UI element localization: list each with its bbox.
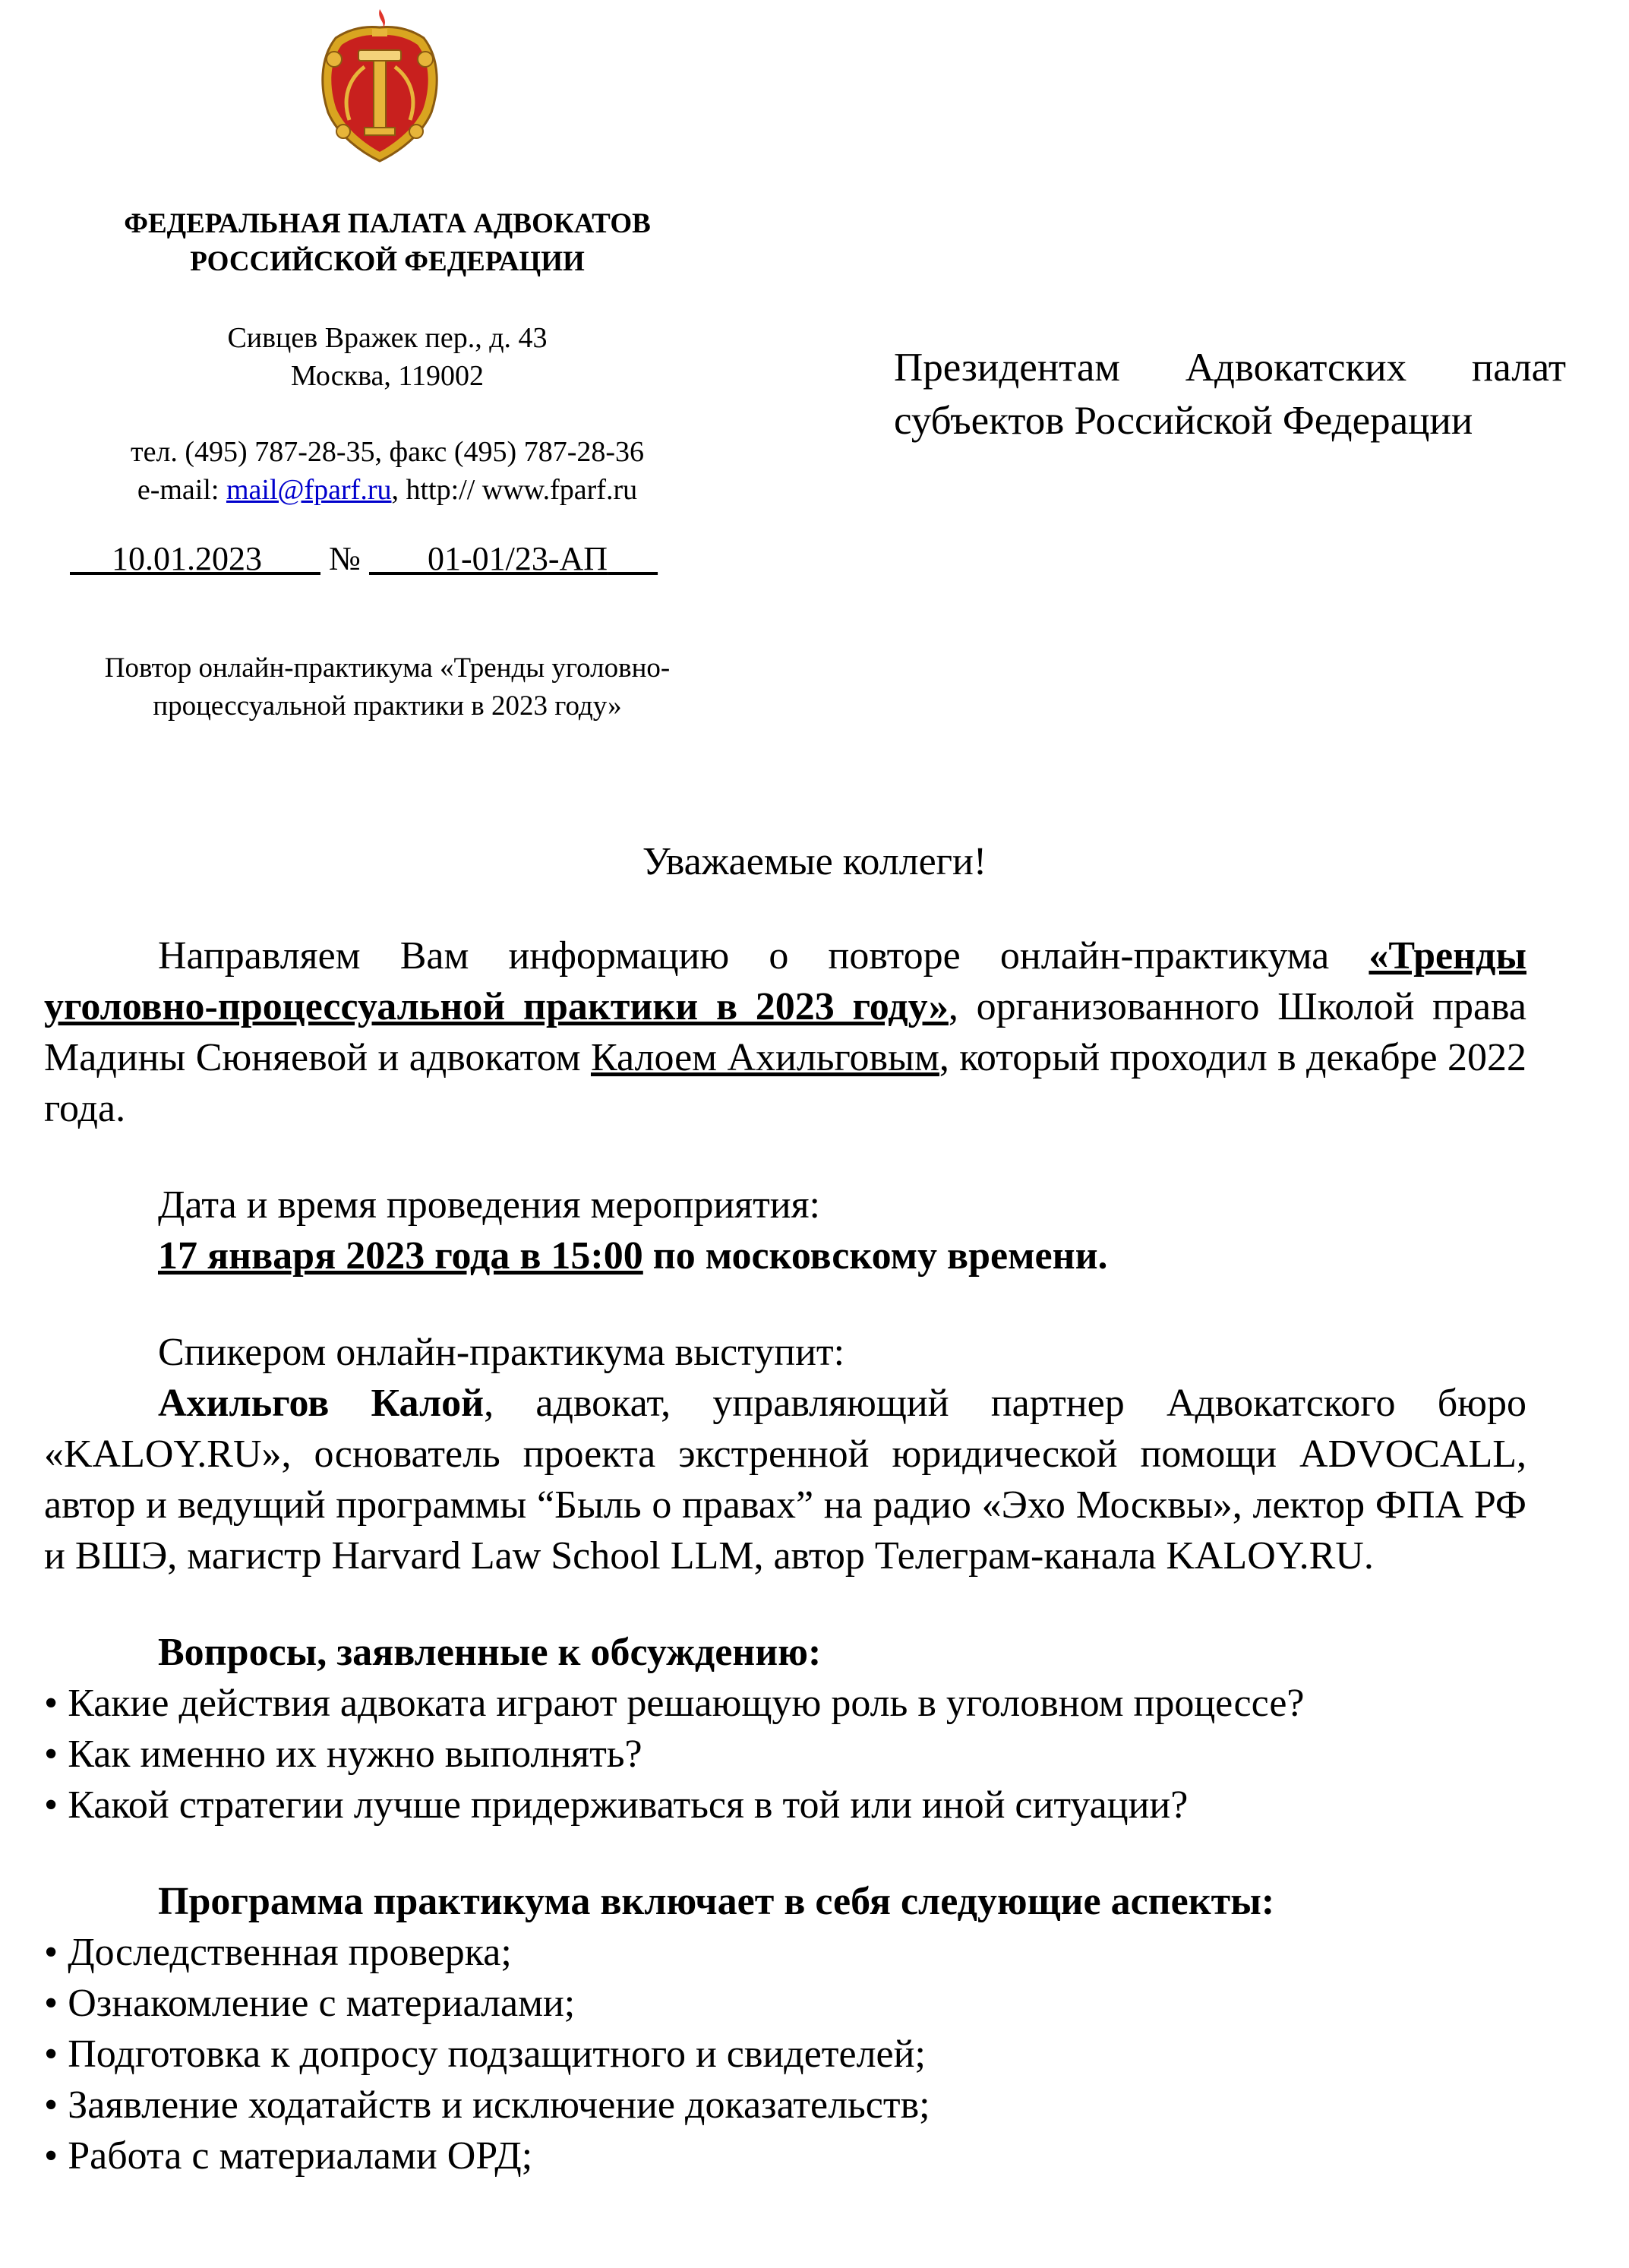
email-link[interactable]: mail@fparf.ru xyxy=(226,474,392,507)
addressee xyxy=(894,342,1566,448)
email-prefix: e-mail: xyxy=(137,474,226,507)
letter-body xyxy=(44,930,1526,2181)
list-item: • Как именно их нужно выполнять? xyxy=(44,1733,642,1776)
addressee-line2: субъектов Российской Федерации xyxy=(894,398,1473,443)
salutation: Уважаемые коллеги! xyxy=(642,840,987,883)
list-item: • Заявление ходатайств и исключение доказательств; xyxy=(44,2083,930,2127)
addressee-line1: Президентам Адвокатских палат xyxy=(894,346,1566,390)
lawyer-name: Калоем Ахильговым xyxy=(590,1036,939,1079)
speaker-name: Ахильгов Калой xyxy=(158,1382,485,1425)
list-item: • Подготовка к допросу подзащитного и свидетелей; xyxy=(44,2033,926,2076)
speaker-bio-paragraph xyxy=(44,1378,1526,1581)
org-name xyxy=(38,205,737,281)
event-timezone: по московскому времени. xyxy=(642,1234,1108,1278)
list-item: • Какие действия адвоката играют решающую роль в уголовном процессе? xyxy=(44,1682,1305,1725)
speaker-bio: , адвокат, управляющий партнер Адвокатского бюро «KALOY.RU», основатель проекта экстренной юридической помощи ADVOCALL, автор и ведущий программы “Быль о правах” на радио «Эхо Москвы», лектор ФПА РФ и ВШЭ, магистр Harvard Law School LLM, автор Телеграм-канала KALOY.RU. xyxy=(44,1382,1527,1578)
program-heading: Программа практикума включает в себя следующие аспекты: xyxy=(158,1880,1275,1923)
org-name-line1: ФЕДЕРАЛЬНАЯ ПАЛАТА АДВОКАТОВ xyxy=(124,208,651,239)
intro-paragraph xyxy=(44,930,1526,1134)
list-item: • Работа с материалами ОРД; xyxy=(44,2134,533,2178)
intro-text-3: , который проходил в декабре 2022 года. xyxy=(44,1036,1526,1130)
address-line2: Москва, 119002 xyxy=(290,360,484,393)
list-item: • Какой стратегии лучше придерживаться в той или иной ситуации? xyxy=(44,1783,1189,1827)
website-text: , http:// www.fparf.ru xyxy=(391,474,638,507)
document-date: 10.01.2023 xyxy=(112,540,262,577)
number-sign: № xyxy=(329,540,361,577)
document-subject: Повтор онлайн-практикума «Тренды уголовно-процессуальной практики в 2023 году» xyxy=(104,652,671,722)
document-number-line xyxy=(70,539,723,578)
questions-heading: Вопросы, заявленные к обсуждению: xyxy=(158,1631,822,1674)
phone-line: тел. (495) 787-28-35, факс (495) 787-28-36 xyxy=(130,436,645,469)
fpa-emblem-icon xyxy=(311,6,448,166)
org-contacts xyxy=(38,433,737,509)
questions-list xyxy=(44,1678,1526,1831)
speaker-label: Спикером онлайн-практикума выступит: xyxy=(158,1331,845,1374)
event-date: 17 января 2023 года в 15:00 xyxy=(158,1234,643,1278)
intro-text-2: , организованного Школой права Мадины Сюняевой и адвокатом xyxy=(44,985,1526,1079)
list-item: • Ознакомление с материалами; xyxy=(44,1982,576,2025)
document-number: 01-01/23-АП xyxy=(427,540,608,577)
org-name-line2: РОССИЙСКОЙ ФЕДЕРАЦИИ xyxy=(190,245,585,277)
org-address xyxy=(38,319,737,395)
email-line xyxy=(38,471,737,509)
practicum-title: «Тренды уголовно-процессуальной практики в 2023 году» xyxy=(44,934,1526,1028)
event-date-label: Дата и время проведения мероприятия: xyxy=(158,1183,820,1227)
program-list xyxy=(44,1927,1526,2181)
address-line1: Сивцев Вражек пер., д. 43 xyxy=(227,321,548,354)
event-datetime xyxy=(44,1230,1526,1281)
list-item: • Доследственная проверка; xyxy=(44,1931,512,1974)
intro-text-1: Направляем Вам информацию о повторе онлайн-практикума xyxy=(158,934,1369,978)
org-header xyxy=(38,205,737,510)
